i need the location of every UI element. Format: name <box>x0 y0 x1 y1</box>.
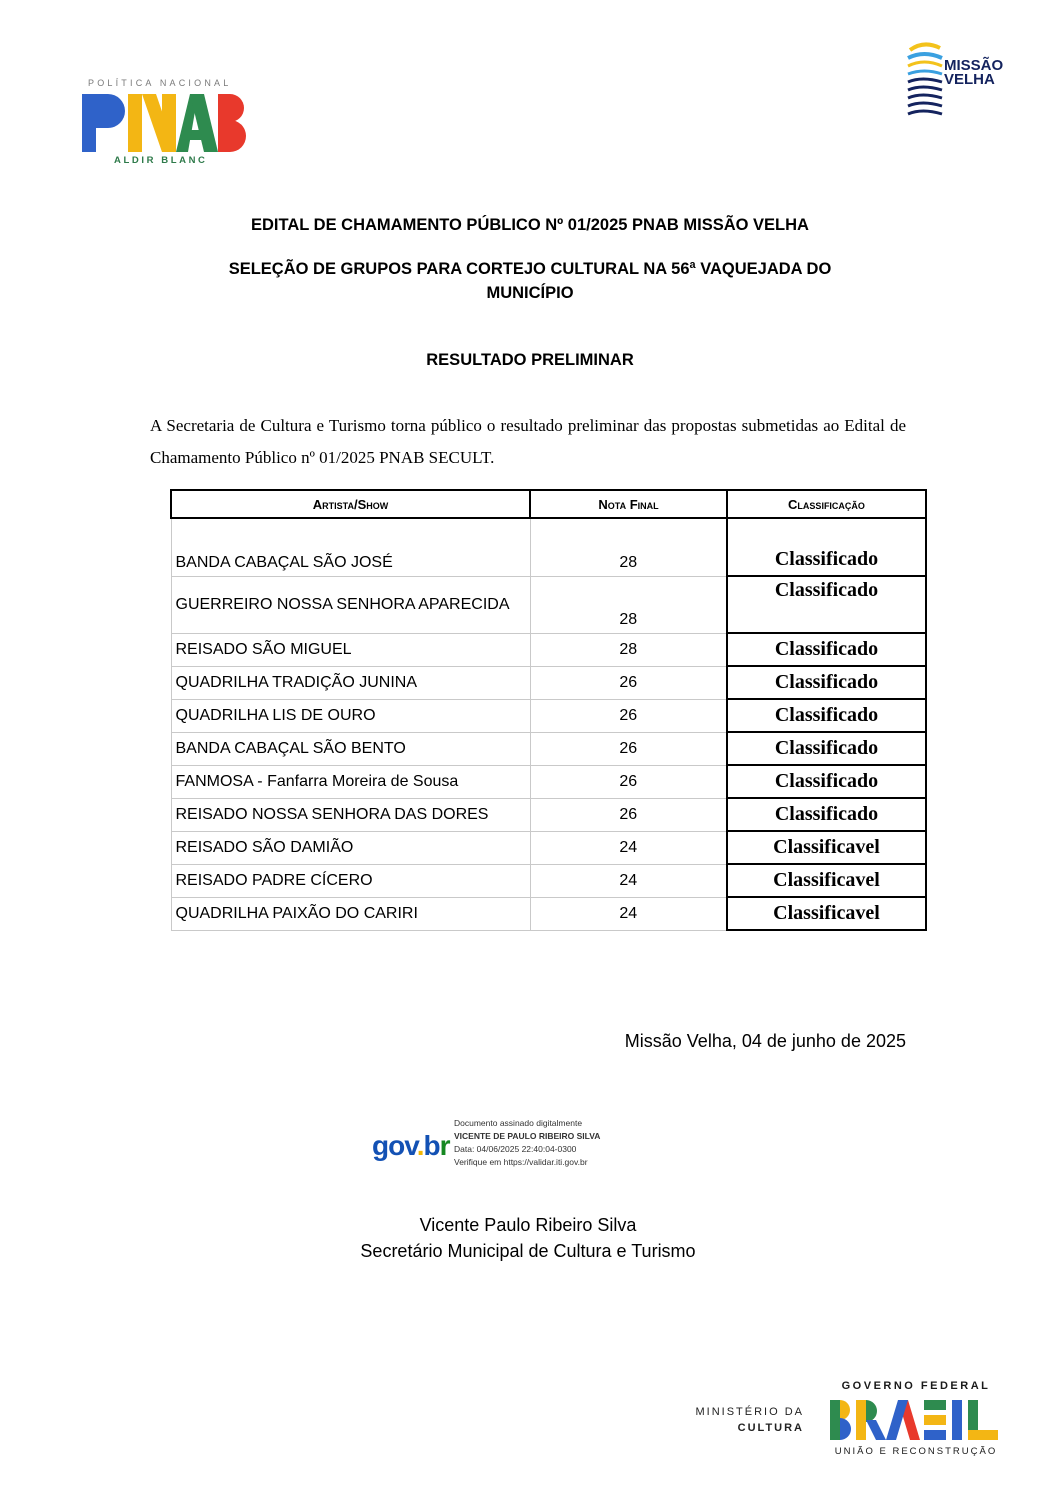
table-row <box>171 864 926 897</box>
status-cell: Classificavel <box>727 897 926 930</box>
date-place: Missão Velha, 04 de junho de 2025 <box>624 1031 906 1051</box>
pnab-logo-bottom-text: ALDIR BLANC <box>114 155 208 166</box>
missao-velha-waves-icon <box>904 40 944 120</box>
govbr-logo: gov.br <box>372 1130 450 1161</box>
status-cell: Classificado <box>727 765 926 798</box>
table-row <box>171 633 926 666</box>
score-cell: 26 <box>530 765 727 798</box>
artist-cell: REISADO SÃO DAMIÃO <box>171 831 530 864</box>
results-table <box>170 489 927 931</box>
artist-cell: REISADO PADRE CÍCERO <box>171 864 530 897</box>
selection-title: SELEÇÃO DE GRUPOS PARA CORTEJO CULTURAL NA 56ª VAQUEJADA DO MUNICÍPIO <box>228 260 832 302</box>
pnab-logo <box>80 78 252 170</box>
pnab-wordmark <box>80 92 252 154</box>
signer-block <box>300 1212 756 1264</box>
brasil-wordmark <box>828 1398 1004 1442</box>
artist-cell: QUADRILHA PAIXÃO DO CARIRI <box>171 897 530 930</box>
score-cell: 24 <box>530 864 727 897</box>
score-cell: 26 <box>530 732 727 765</box>
status-cell: Classificado <box>727 518 926 576</box>
status-cell: Classificavel <box>727 864 926 897</box>
result-title: RESULTADO PRELIMINAR <box>426 351 634 369</box>
score-cell: 26 <box>530 798 727 831</box>
column-header-artist: Artista/Show <box>171 490 530 518</box>
score-cell: 28 <box>530 633 727 666</box>
table-row <box>171 518 926 576</box>
artist-cell: BANDA CABAÇAL SÃO BENTO <box>171 732 530 765</box>
governo-federal-bottom-text: UNIÃO E RECONSTRUÇÃO <box>834 1446 998 1457</box>
governo-federal-top-text: GOVERNO FEDERAL <box>841 1380 991 1392</box>
signature-line-2: VICENTE DE PAULO RIBEIRO SILVA <box>454 1131 601 1141</box>
score-cell: 26 <box>530 666 727 699</box>
artist-cell: GUERREIRO NOSSA SENHORA APARECIDA <box>171 576 530 633</box>
status-cell: Classificado <box>727 699 926 732</box>
status-cell: Classificado <box>727 666 926 699</box>
edital-title: EDITAL DE CHAMAMENTO PÚBLICO Nº 01/2025 PNAB MISSÃO VELHA <box>251 216 809 234</box>
artist-cell: REISADO SÃO MIGUEL <box>171 633 530 666</box>
artist-cell: QUADRILHA LIS DE OURO <box>171 699 530 732</box>
table-row <box>171 666 926 699</box>
intro-paragraph: A Secretaria de Cultura e Turismo torna público o resultado preliminar das propostas submetidas ao Edital de Chamamento Público nº 01/2025 PNAB SECULT. <box>150 416 906 467</box>
table-row <box>171 831 926 864</box>
govbr-signature-stamp <box>372 1117 632 1177</box>
artist-cell: REISADO NOSSA SENHORA DAS DORES <box>171 798 530 831</box>
ministry-label: MINISTÉRIO DA CULTURA <box>695 1406 804 1434</box>
artist-cell: FANMOSA - Fanfarra Moreira de Sousa <box>171 765 530 798</box>
table-row <box>171 576 926 633</box>
status-cell: Classificado <box>727 576 926 633</box>
score-cell: 24 <box>530 897 727 930</box>
signature-line-4: Verifique em https://validar.iti.gov.br <box>454 1157 588 1167</box>
table-row <box>171 897 926 930</box>
status-cell: Classificado <box>727 633 926 666</box>
status-cell: Classificado <box>727 732 926 765</box>
column-header-score: Nota Final <box>530 490 727 518</box>
signature-details <box>454 1117 600 1169</box>
score-cell: 24 <box>530 831 727 864</box>
table-row <box>171 798 926 831</box>
score-cell: 28 <box>530 576 727 633</box>
signer-role: Secretário Municipal de Cultura e Turismo <box>360 1241 696 1261</box>
table-row <box>171 732 926 765</box>
table-row <box>171 699 926 732</box>
status-cell: Classificado <box>727 798 926 831</box>
score-cell: 26 <box>530 699 727 732</box>
column-header-classification: Classificação <box>727 490 926 518</box>
status-cell: Classificavel <box>727 831 926 864</box>
table-row <box>171 765 926 798</box>
artist-cell: BANDA CABAÇAL SÃO JOSÉ <box>171 518 530 576</box>
signature-line-3: Data: 04/06/2025 22:40:04-0300 <box>454 1144 577 1154</box>
pnab-logo-top-text: POLÍTICA NACIONAL <box>88 78 232 88</box>
signature-line-1: Documento assinado digitalmente <box>454 1118 583 1128</box>
score-cell: 28 <box>530 518 727 576</box>
missao-velha-logo <box>904 40 1022 120</box>
table-header-row <box>171 490 926 518</box>
missao-velha-logo-text: MISSÃO VELHA <box>944 57 1004 88</box>
signer-name: Vicente Paulo Ribeiro Silva <box>419 1215 637 1235</box>
governo-federal-logo <box>828 1380 1004 1462</box>
artist-cell: QUADRILHA TRADIÇÃO JUNINA <box>171 666 530 699</box>
